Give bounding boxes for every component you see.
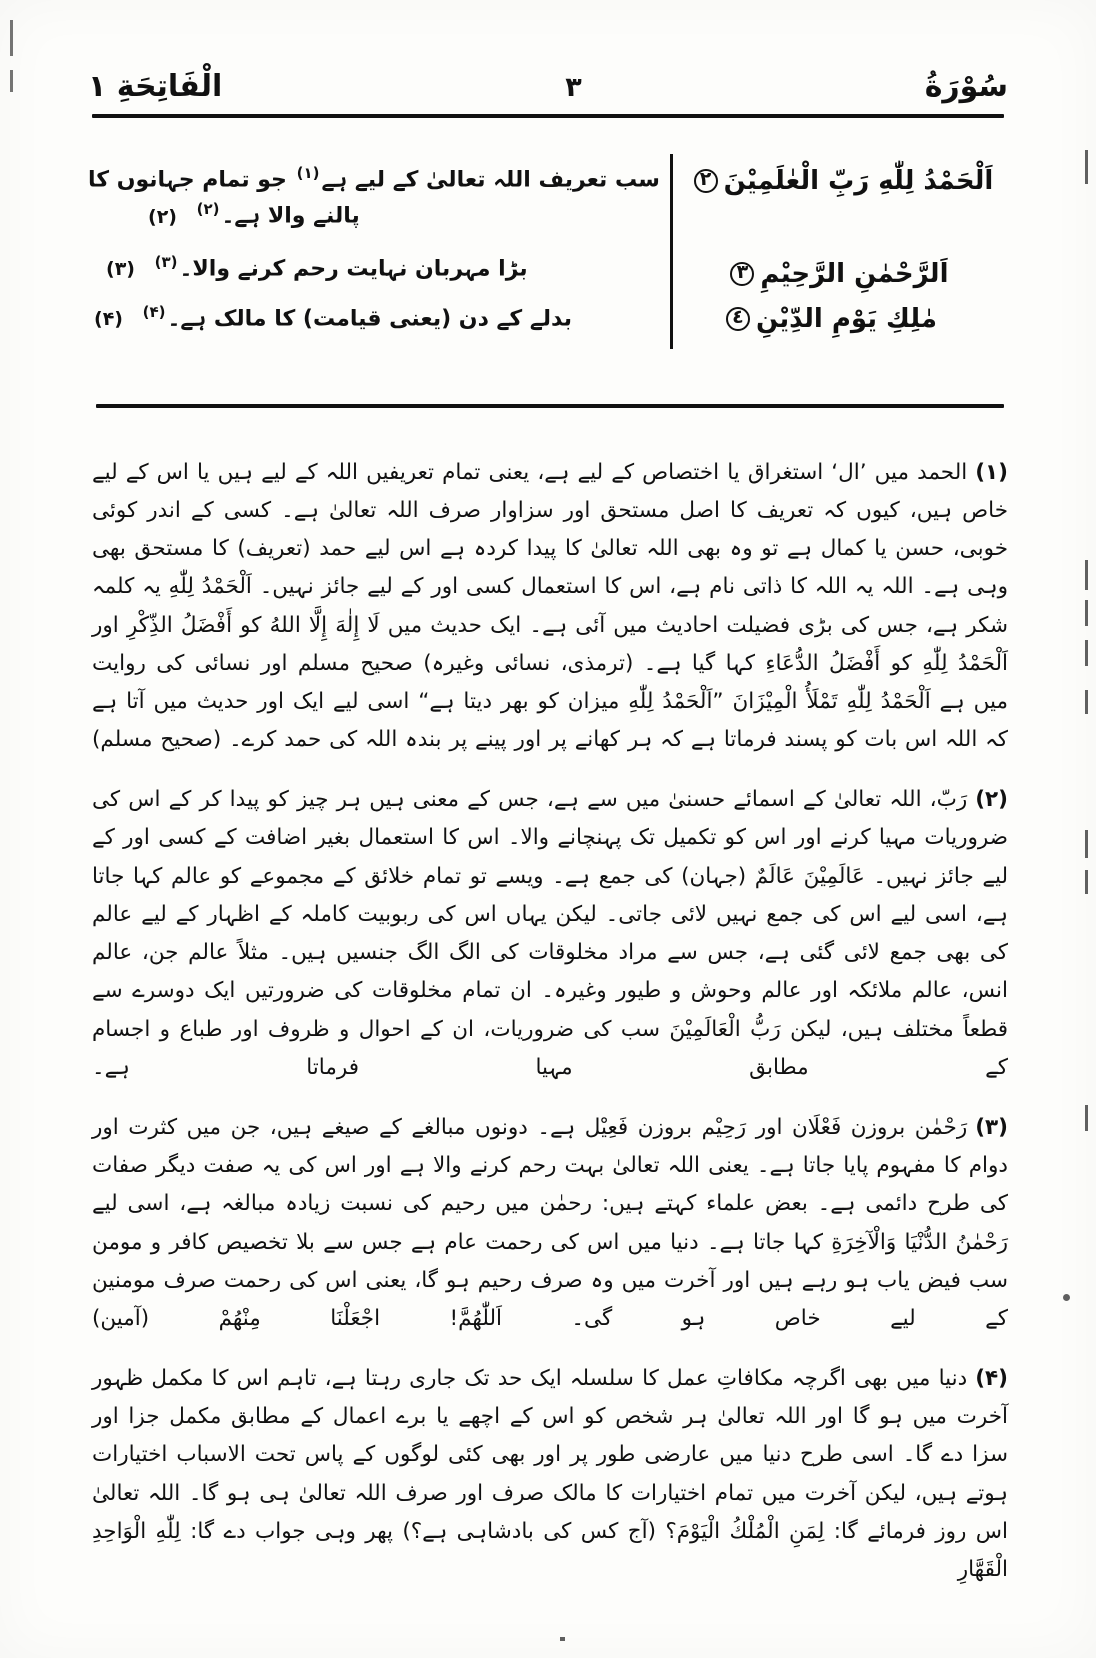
footnote-marker: (۲) — [975, 787, 1008, 813]
ayah-text: اَلرَّحْمٰنِ الرَّحِيْمِ — [760, 259, 949, 290]
footnote-marker: (۱) — [975, 459, 1008, 485]
footnote-text: الحمد میں ’ال‘ استغراق یا اختصاص کے لیے ہے، یعنی تمام تعریفیں اللہ کے لیے ہیں یا اس کے لیے خاص ہیں، کیوں کہ تعریف کا اصل مستحق اور سزاوار صرف اللہ تعالیٰ ہے۔ کسی کے اندر کوئی خوبی، حسن یا کمال ہے تو وہ بھی اللہ تعالیٰ کا پیدا کردہ ہے اس لیے حمد (تعریف) کا مستحق بھی وہی ہے۔ اللہ یہ اللہ کا ذاتی نام ہے، اس کا استعمال کسی اور کے لیے جائز نہیں۔ اَلْحَمْدُ لِلّٰهِ یہ کلمہ شکر ہے، جس کی بڑی فضیلت احادیث میں آئی ہے۔ ایک حدیث میں لَا إِلٰهَ إِلَّا اللهُ کو أَفْضَلُ الذِّكْرِ اور اَلْحَمْدُ لِلّٰهِ کو أَفْضَلُ الدُّعَاءِ کہا گیا ہے۔ (ترمذی، نسائی وغیرہ) صحیح مسلم اور نسائی کی روایت میں ہے اَلْحَمْدُ لِلّٰهِ تَمْلَأُ الْمِيْزَانَ ”اَلْحَمْدُ لِلّٰهِ میزان کو بھر دیتا ہے“ اسی لیے ایک اور حدیث میں آتا ہے کہ اللہ اس بات کو پسند فرماتا ہے کہ ہر کھانے پر اور پینے پر بندہ اللہ کی حمد کرے۔ (صحیح مسلم) — [92, 459, 1008, 753]
translation-line — [88, 301, 660, 335]
translation-line — [88, 198, 660, 232]
footnote-paragraph — [92, 1109, 1008, 1339]
translation-line — [88, 162, 660, 196]
footnote-ref: (۴) — [142, 302, 166, 321]
footnote-paragraph — [92, 781, 1008, 1087]
scan-speck — [560, 1637, 565, 1641]
arabic-verses-column — [683, 140, 1016, 337]
header-divider-rule — [92, 114, 1004, 118]
footnote-paragraph — [92, 454, 1008, 760]
footnote-marker: (۴) — [975, 1365, 1008, 1391]
ayah-line — [683, 164, 998, 199]
ayah-line — [683, 302, 974, 337]
footnote-text: دنیا میں بھی اگرچہ مکافاتِ عمل کا سلسلہ ایک حد تک جاری رہتا ہے، تاہم اس کا مکمل ظہور آخرت میں ہو گا اور اللہ تعالیٰ ہر شخص کو اس کے اچھے یا برے اعمال کے مطابق مکمل جزا اور سزا دے گا۔ اسی طرح دنیا میں عارضی طور پر اور بھی کئی لوگوں کے پاس تحت الاسباب اختیارات ہوتے ہیں، لیکن آخرت میں تمام اختیارات کا مالک صرف اور صرف اللہ تعالیٰ ہی ہو گا۔ اللہ تعالیٰ اس روز فرمائے گا: لِمَنِ الْمُلْكُ الْيَوْمَ؟ (آج کس کی بادشاہی ہے؟) پھر وہی جواب دے گا: لِلّٰهِ الْوَاحِدِ الْقَهَّارِ — [92, 1365, 1008, 1583]
translation-verse-number: (۲) — [148, 205, 177, 228]
ayah-number-mark: ٣ — [730, 262, 754, 286]
translation-verse-number: (۴) — [94, 308, 123, 331]
column-divider — [670, 154, 673, 349]
footnote-text: رَبّ، اللہ تعالیٰ کے اسمائے حسنیٰ میں سے ہے، جس کے معنی ہیں ہر چیز کو پیدا کر کے اس کی ضروریات مہیا کرنے اور اس کو تکمیل تک پہنچانے والا۔ اس کا استعمال بغیر اضافت کے کسی اور کے لیے جائز نہیں۔ عَالَمِيْنَ عَالَمٌ (جہان) کی جمع ہے۔ ویسے تو تمام خلائق کے مجموعے کو عالم کہا جاتا ہے، اسی لیے اس کی جمع نہیں لائی جاتی۔ لیکن یہاں اس کی ربوبیت کاملہ کے اظہار کے لیے عالم کی بھی جمع لائی گئی ہے، جس سے مراد مخلوقات کی الگ الگ جنسیں ہیں۔ مثلاً عالم جن، عالم انس، عالم ملائکہ اور عالم وحوش و طیور وغیرہ۔ ان تمام مخلوقات کی ضرورتیں ایک دوسرے سے قطعاً مختلف ہیں، لیکن رَبُّ الْعَالَمِيْنَ سب کی ضروریات، ان کے احوال و ظروف اور طباع و اجسام کے مطابق مہیا فرماتا ہے۔ — [92, 787, 1008, 1080]
footnote-text: رَحْمٰن بروزن فَعْلَان اور رَحِيْم بروزن فَعِيْل ہے۔ دونوں مبالغے کے صیغے ہیں، جن میں کثرت اور دوام کا مفہوم پایا جاتا ہے۔ یعنی اللہ تعالیٰ بہت رحم کرنے والا ہے اور اس کی یہ صفت دیگر صفات کی طرح دائمی ہے۔ بعض علماء کہتے ہیں: رحمٰن میں رحیم کی نسبت زیادہ مبالغہ ہے، اسی لیے رَحْمٰنُ الدُّنْيَا وَالْآخِرَةِ کہا جاتا ہے۔ دنیا میں اس کی رحمت عام ہے جس سے بلا تخصیص کافر و مومن سب فیض یاب ہو رہے ہیں اور آخرت میں وہ صرف رحیم ہو گا، یعنی اس کی رحمت صرف مومنین کے لیے خاص ہو گی۔ اَللّٰهُمَّ! اجْعَلْنَا مِنْهُمْ (آمین) — [92, 1114, 1008, 1332]
page-header — [88, 58, 1008, 116]
page-number: ٣ — [565, 71, 582, 103]
urdu-translation-column — [88, 140, 660, 335]
footnote-marker: (۳) — [975, 1114, 1008, 1140]
ayah-number-mark: ٤ — [726, 307, 750, 331]
translation-text: بدلے کے دن (یعنی قیامت) کا مالک ہے۔ — [167, 306, 572, 332]
commentary-section — [92, 432, 1008, 1591]
footnote-ref: (۳) — [154, 252, 178, 271]
translation-verse-number: (۳) — [106, 257, 135, 280]
commentary-divider-rule — [96, 404, 1004, 408]
footnote-ref: (۲) — [196, 200, 220, 219]
footnote-paragraph — [92, 1360, 1008, 1590]
footnote-ref: (۱) — [296, 164, 320, 182]
translation-text: بڑا مہربان نہایت رحم کرنے والا۔ — [179, 255, 528, 281]
scan-edge-marks-left — [0, 0, 26, 1658]
header-surah-label: سُوْرَةُ — [924, 69, 1008, 104]
verse-translation-block — [88, 140, 1016, 370]
translation-text: سب تعریف اللہ تعالیٰ کے لیے ہے — [321, 167, 660, 193]
scan-edge-marks-right — [1070, 0, 1096, 1658]
scan-speck — [1063, 1294, 1070, 1301]
header-surah-name: الْفَاتِحَةِ ١ — [88, 69, 223, 104]
translation-line — [88, 251, 660, 285]
translation-text: جو تمام جہانوں کا — [88, 167, 287, 193]
ayah-text: اَلْحَمْدُ لِلّٰهِ رَبِّ الْعٰلَمِيْنَ — [723, 166, 994, 196]
translation-text: پالنے والا ہے۔ — [221, 203, 360, 229]
ayah-text: مٰلِكِ يَوْمِ الدِّيْنِ — [755, 304, 937, 335]
ayah-number-mark: ٢ — [694, 169, 718, 193]
ayah-line — [683, 257, 990, 292]
